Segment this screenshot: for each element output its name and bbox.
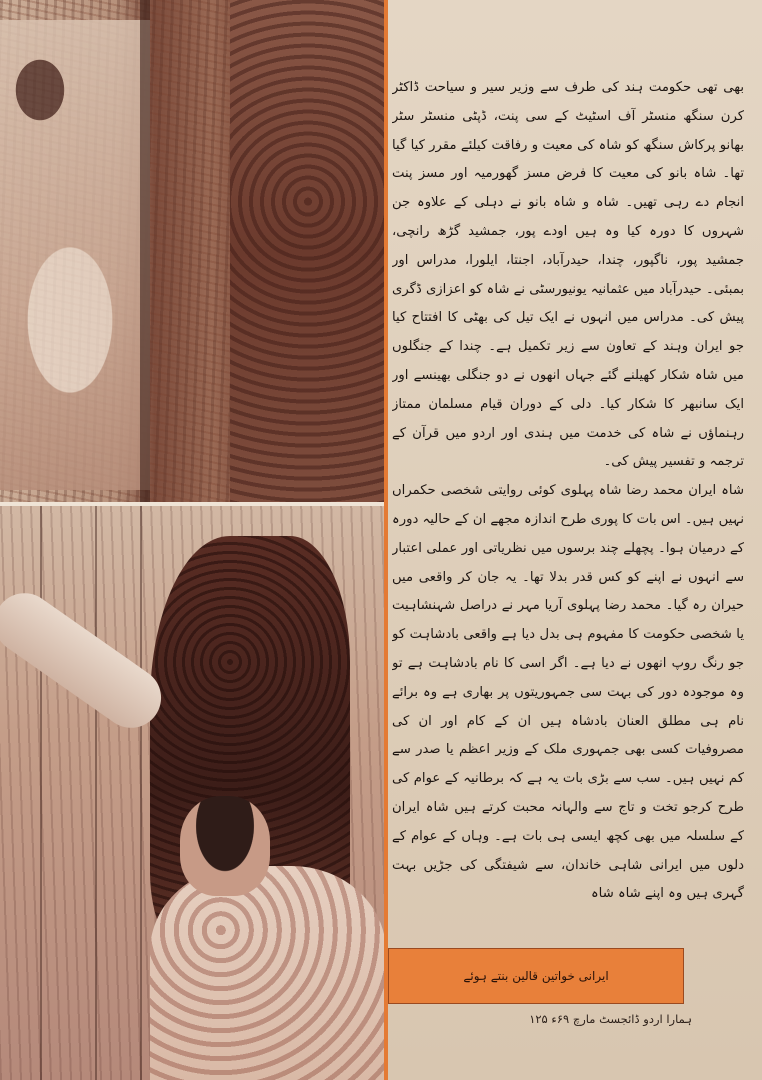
page-footer: ہمارا اردو ڈائجسٹ مارچ ۶۹ء ۱۲۵ — [529, 1012, 692, 1026]
photo-shawl — [150, 866, 386, 1080]
article-paragraph-1: بھی تھی حکومت ہند کی طرف سے وزیر سیر و سیاحت ڈاکٹر کرن سنگھ منسٹر آف اسٹیٹ کے سی پنت، ڈپٹی منسٹر سٹر بھانو پرکاش سنگھ کو شاہ کی معیت و رفاقت کیلئے مقرر کیا گیا تھا۔ شاہ بانو کی معیت کا فرض مسز گھورمیہ اور مسز پنت انجام دے رہی تھیں۔ شاہ و شاہ بانو نے دہلی کے علاوہ جن شہروں کا دورہ کیا وہ ہیں اودے پور، جمشید گڑھ رانچی، جمشید پور، ناگپور، چندا، حیدرآباد، اجنتا، ایلورا، مدراس اور بمبئی۔ حیدرآباد میں عثمانیہ یونیورسٹی نے شاہ کو اعزازی ڈگری پیش کی۔ مدراس میں انہوں نے ایک تیل کی بھٹی کا افتتاح کیا جو ایران وہند کے تعاون سے زیر تکمیل ہے۔ چندا کے جنگلوں میں شاہ شکار کھیلنے گئے جہاں انھوں نے دو جنگلی بھینسے اور ایک سانبھر کا شکار کیا۔ دلی کے دوران قیام مسلمان ممتاز رہنماؤں نے شاہ کی خدمت میں ہندی اور اردو میں قرآن کے ترجمہ و تفسیر پیش کی۔ — [392, 80, 744, 470]
photo-woman-at-loom — [0, 0, 386, 504]
photo-weaver-woman — [0, 506, 386, 1080]
photo-loom-thread — [40, 506, 42, 1080]
photo-woman-figure — [0, 20, 150, 490]
photo-caption-box — [388, 948, 684, 1004]
photo-loom-beam — [140, 0, 150, 504]
photo-caption: ایرانی خواتین قالین بنتے ہوئے — [463, 969, 609, 983]
article-body — [392, 74, 744, 944]
accent-divider — [384, 0, 388, 1080]
photo-woman-head — [180, 796, 270, 896]
photo-loom-thread — [140, 506, 142, 1080]
photo-loom-thread — [95, 506, 97, 1080]
photo-raised-arm — [0, 581, 173, 739]
article-paragraph-2: شاہ ایران محمد رضا شاہ پہلوی کوئی روایتی شخصی حکمراں نہیں ہیں۔ اس بات کا پوری طرح اندازہ مجھے ان کے حالیہ دورہ کے درمیان ہوا۔ پچھلے چند برسوں میں نظریاتی اور عملی اعتبار سے انہوں نے اپنے کو کس قدر بدلا تھا۔ یہ جان کر واقعی میں حیران رہ گیا۔ محمد رضا پہلوی آریا مہر نے دراصل شہنشاہیت یا شخصی حکومت کا مفہوم ہی بدل دیا ہے واقعی بادشاہت کو جو رنگ روپ انھوں نے دیا ہے۔ اگر اسی کا نام بادشاہت ہے تو وہ موجودہ دور کی بہت سی جمہوریتوں پر بھاری ہے وہ برائے نام ہی مطلق العنان بادشاہ ہیں ان کے کام اور ان کی مصروفیات کسی بھی جمہوری ملک کے وزیر اعظم یا صدر سے کم نہیں ہیں۔ سب سے بڑی بات یہ ہے کہ برطانیہ کے عوام کی طرح کرجو تخت و تاج سے والہانہ محبت کرتے ہیں شاہ ایران کے سلسلہ میں بھی کچھ ایسی ہی بات ہے۔ وہاں کے عوام کے دلوں میں ایرانی شاہی خاندان، سے شیفتگی کی جڑیں بہت گہری ہیں وہ اپنے شاہ شاہ — [392, 483, 744, 902]
photo-carpet-pattern — [230, 0, 386, 504]
